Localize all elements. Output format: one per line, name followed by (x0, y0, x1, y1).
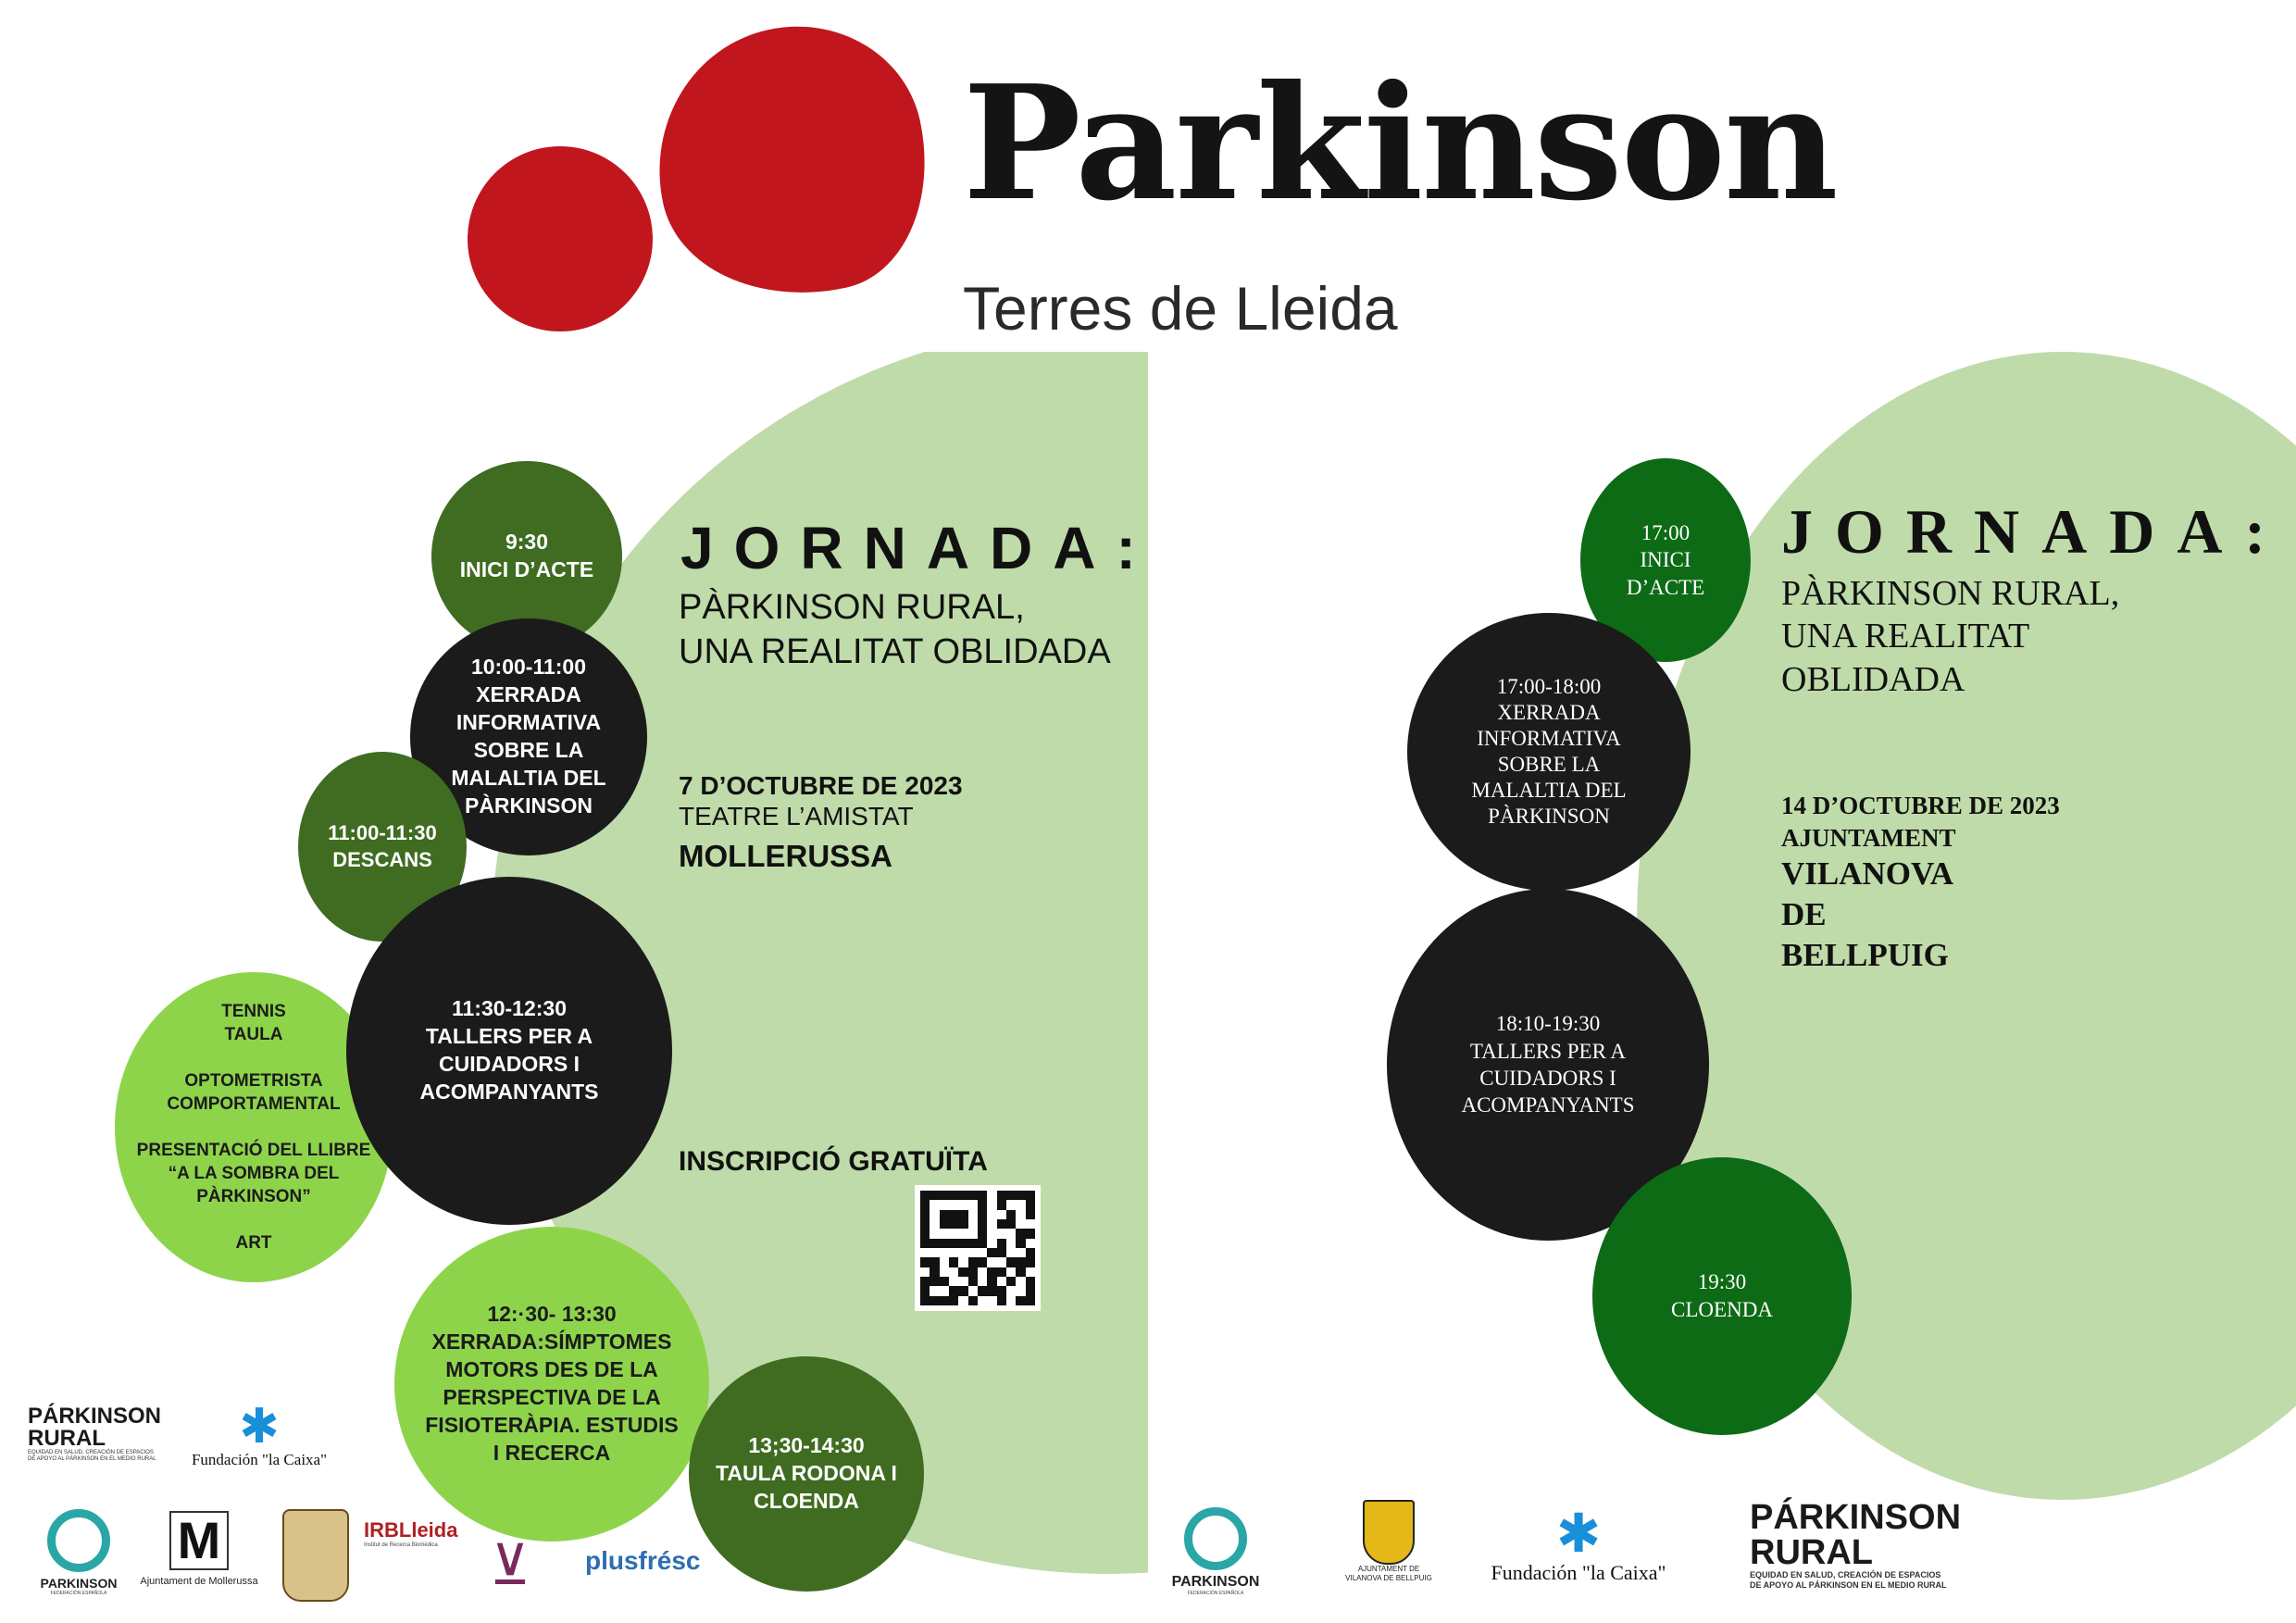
right-circle-xerrada: 17:00-18:00 XERRADA INFORMATIVA SOBRE LA MALALTIA DEL PÀRKINSON (1407, 613, 1691, 891)
logo-blob-large (632, 3, 951, 321)
logo-mollerussa: M Ajuntament de Mollerussa (140, 1511, 258, 1587)
right-circle-cloenda: 19:30 CLOENDA (1592, 1157, 1852, 1435)
logo-parkinson-fed-right: PARKINSON FEDERACIÓN ESPAÑOLA (1165, 1507, 1267, 1596)
left-circle-cloenda: 13;30-14:30 TAULA RODONA I CLOENDA (689, 1356, 924, 1592)
logo-vilanova: AJUNTAMENT DE VILANOVA DE BELLPUIG (1324, 1500, 1454, 1582)
logo-parkinson-rural-left: PÁRKINSON RURAL EQUIDAD EN SALUD, CREACIÓN DE ESPACIOS DE APOYO AL PÁRKINSON EN EL MEDIO RURAL (28, 1404, 162, 1462)
right-event-date: 14 D’OCTUBRE DE 2023 (1781, 792, 2060, 819)
shield-icon (282, 1509, 349, 1602)
spiral-icon (47, 1509, 110, 1572)
star-icon: ✱ (1555, 1504, 1602, 1564)
left-event-city: MOLLERUSSA (679, 839, 892, 873)
logo-fundacion-left: ✱ Fundación "la Caixa" (185, 1403, 333, 1469)
left-event-date: 7 D’OCTUBRE DE 2023 (679, 771, 963, 800)
logo-irb: IRBLleida Institut de Recerca Biomèdica (364, 1518, 458, 1548)
star-icon: ✱ (239, 1400, 280, 1454)
qr-code[interactable] (915, 1185, 1041, 1311)
left-circle-xerrada-fisio: 12:·30- 13:30 XERRADA:SÍMPTOMES MOTORS DES DE LA PERSPECTIVA DE LA FISIOTERÀPIA. ESTUDIS I RECERCA (394, 1227, 709, 1542)
right-jornada-subtitle: PÀRKINSON RURAL, UNA REALITAT OBLIDADA (1781, 574, 2120, 699)
left-registration: INSCRIPCIÓ GRATUÏTA (679, 1146, 988, 1177)
left-jornada-subtitle: PÀRKINSON RURAL, UNA REALITAT OBLIDADA (679, 588, 1111, 671)
spiral-icon (1184, 1507, 1247, 1570)
left-event-venue: TEATRE L’AMISTAT (679, 802, 914, 830)
logo-parkinson-rural-right: PÁRKINSON RURAL EQUIDAD EN SALUD, CREACIÓN DE ESPACIOS DE APOYO AL PÁRKINSON EN EL MEDIO RURAL (1750, 1498, 1962, 1590)
left-circle-xerrada: 10:00-11:00 XERRADA INFORMATIVA SOBRE LA MALALTIA DEL PÀRKINSON (410, 618, 647, 855)
right-jornada-title: JORNADA: (1781, 496, 2289, 567)
coat-of-arms-icon (1363, 1500, 1415, 1565)
left-circle-tallers: 11:30-12:30 TALLERS PER A CUIDADORS I ACOMPANYANTS (346, 877, 672, 1225)
logo-parkinson-fed-left: PARKINSON FEDERACIÓN ESPAÑOLA (28, 1509, 130, 1596)
left-circle-inici: 9:30 INICI D’ACTE (431, 461, 622, 652)
logo-fundacion-right: ✱ Fundación "la Caixa" (1477, 1507, 1680, 1585)
logo-plusfresc: plusfrésc (585, 1546, 701, 1575)
brand-subtitle: Terres de Lleida (963, 274, 1398, 343)
logo-blob-small (468, 146, 653, 331)
right-circle-inici: 17:00 INICI D’ACTE (1580, 458, 1751, 662)
right-event-venue: AJUNTAMENT (1781, 824, 1956, 852)
right-circle-tallers: 18:10-19:30 TALLERS PER A CUIDADORS I ACOMPANYANTS (1387, 889, 1709, 1241)
left-circle-descans: 11:00-11:30 DESCANS (298, 752, 467, 942)
left-circle-activities: TENNIS TAULA OPTOMETRISTA COMPORTAMENTAL PRESENTACIÓ DEL LLIBRE “A LA SOMBRA DEL PÀRKINSON” ART (115, 972, 393, 1282)
university-icon: ⊻ (490, 1534, 530, 1596)
left-jornada-title: JORNADA: (680, 515, 1156, 581)
brand-title: Parkinson (963, 51, 1837, 236)
right-event-city: VILANOVA DE BELLPUIG (1781, 855, 1954, 973)
